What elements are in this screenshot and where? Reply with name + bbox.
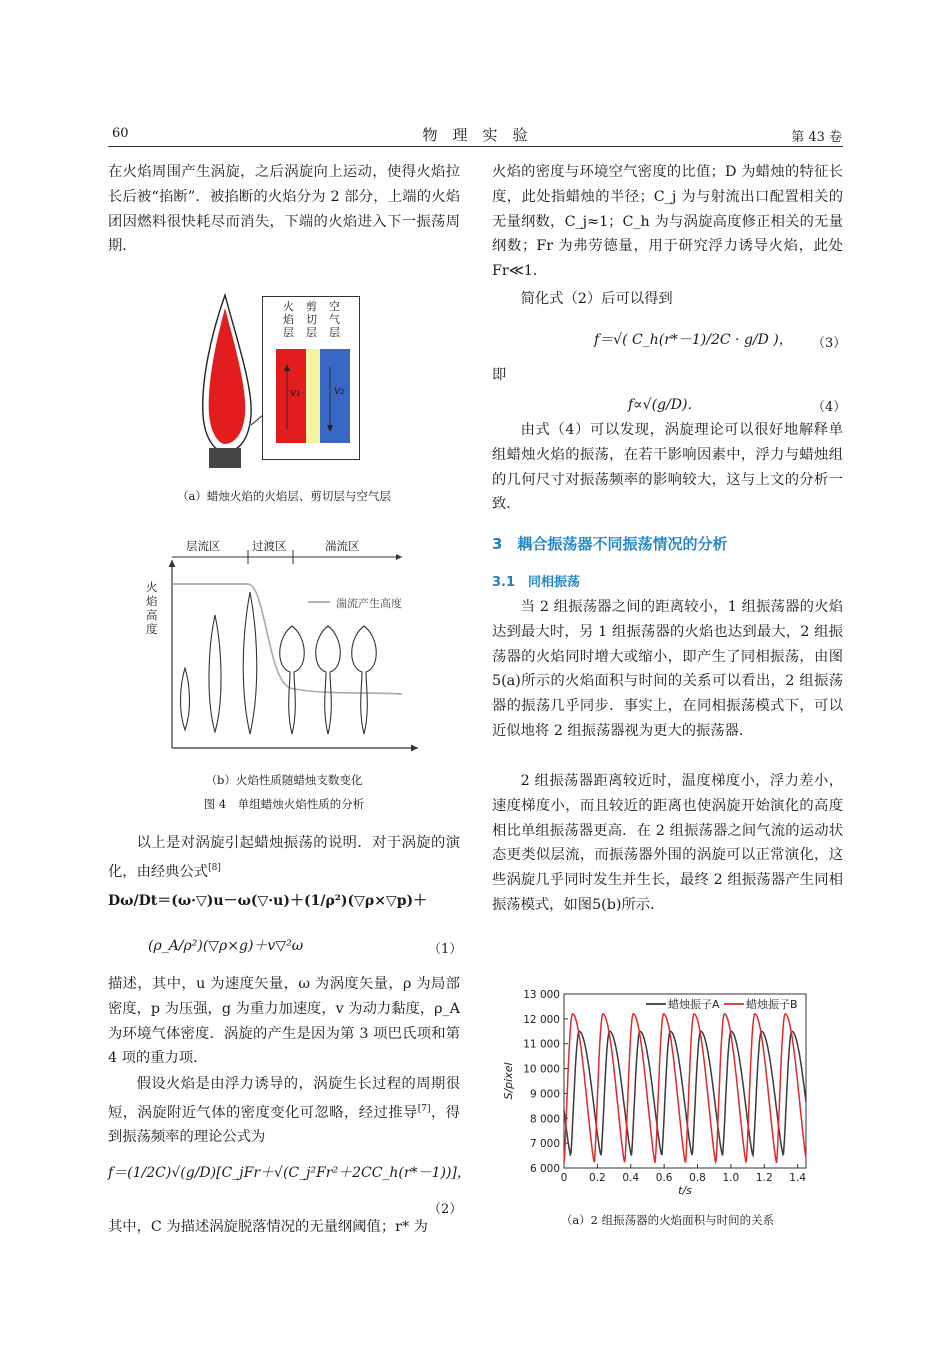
zone-turbulent: 湍流区 — [325, 539, 360, 553]
x-tick-label: 1.0 — [722, 1172, 740, 1184]
citation-8: [8] — [208, 862, 221, 873]
y-tick-label: 9 000 — [529, 1088, 560, 1101]
figure-4b — [140, 530, 425, 760]
zone-transition: 过渡区 — [252, 539, 287, 553]
legend-label-b: 蜡烛振子B — [746, 998, 798, 1011]
y-tick-label: 12 000 — [523, 1013, 560, 1026]
figure-5a-chart — [498, 982, 828, 1202]
x-tick-label: 0 — [560, 1172, 568, 1184]
flame-shape-2 — [209, 615, 221, 732]
p4-text: 假设火焰是由浮力诱导的，涡旋生长过程的周期很短，涡旋附近气体的密度变化可忽略，经过推导 — [108, 1076, 460, 1121]
y-tick-label: 13 000 — [523, 989, 560, 1001]
flame-shape-4 — [280, 626, 305, 734]
y-tick-label: 11 000 — [523, 1038, 560, 1051]
x-axis-label: t/s — [678, 1184, 692, 1197]
x-tick-label: 1.4 — [789, 1172, 807, 1184]
y-tick-label: 7 000 — [529, 1138, 560, 1151]
legend-label-a: 蜡烛振子A — [668, 998, 720, 1011]
left-paragraph-4 — [108, 1072, 460, 1150]
section-3-1-heading: 3.1 同相振荡 — [492, 575, 581, 590]
x-tick-label: 0.2 — [589, 1172, 606, 1184]
equation-4: f∝√(g/D)． — [628, 397, 702, 413]
figure-4-caption: 图 4 单组蜡烛火焰性质的分析 — [203, 797, 365, 811]
flame-shape-6 — [352, 626, 377, 734]
p2-text: 以上是对涡旋引起蜡烛振荡的说明．对于涡旋的演化，由经典公式 — [108, 835, 460, 880]
zone-laminar: 层流区 — [186, 539, 221, 553]
equation-2-number: （2） — [428, 1202, 463, 1217]
equation-2: f＝(1/2C)√(g/D)[C_jFr＋√(C_j²Fr²＋2CC_h(r*－1))]， — [108, 1165, 471, 1181]
flame-shape-5 — [316, 626, 341, 734]
left-paragraph-2 — [108, 831, 460, 884]
page-number: 60 — [112, 126, 129, 141]
equation-3-number: （3） — [812, 336, 847, 351]
x-tick-label: 0.6 — [655, 1172, 673, 1184]
candle-base — [209, 448, 241, 468]
right-paragraph-2: 简化式（2）后可以得到 — [520, 291, 673, 307]
label-shear-layer: 剪切层 — [306, 300, 317, 339]
left-paragraph-1: 在火焰周围产生涡旋，之后涡旋向上运动，使得火焰拉长后被“掐断”．被掐断的火焰分为 2 部分，上端的火焰团因燃料很快耗尽而消失，下端的火焰进入下一振荡周期． — [108, 164, 460, 255]
volume: 第 43 卷 — [791, 130, 842, 145]
x-tick-label: 1.2 — [755, 1172, 773, 1184]
equation-4-number: （4） — [812, 400, 847, 415]
v1-label: v₁ — [290, 386, 301, 399]
citation-7: [7] — [417, 1103, 431, 1114]
left-paragraph-3: 描述，其中，u 为速度矢量，ω 为涡度矢量，ρ 为局部密度，p 为压强，g 为重力加速度，v 为动力黏度，ρ_A 为环境气体密度．涡旋的产生是因为第 3 项巴氏项和第 4 项的重力项． — [108, 976, 460, 1067]
right-paragraph-3: 由式（4）可以发现，涡旋理论可以很好地解释单组蜡烛火焰的振荡，在若干影响因素中，浮力与蜡烛组的几何尺寸对振荡频率的影响较大，这与上文的分析一致． — [492, 422, 843, 513]
flame-shape-1 — [180, 668, 189, 730]
label-flame-layer: 火焰层 — [283, 300, 294, 339]
x-tick-label: 0.4 — [622, 1172, 640, 1184]
legend-turbulence-height: 湍流产生高度 — [336, 597, 402, 610]
header-rule — [108, 146, 843, 147]
equation-1-line-1: Dω/Dt＝(ω·▽)u－ω(▽·u)＋(1/ρ²)(▽ρ×▽p)＋ — [108, 893, 428, 909]
x-tick-label: 0.8 — [689, 1172, 706, 1184]
left-paragraph-5: 其中，C 为描述涡旋脱落情况的无量纲阈值；r* 为 — [108, 1219, 428, 1235]
label-air-layer: 空气层 — [329, 300, 340, 339]
flame-shape-3 — [243, 592, 257, 734]
journal-title: 物 理 实 验 — [422, 126, 528, 144]
plot-frame — [564, 994, 806, 1168]
equation-1-line-2: (ρ_A/ρ²)(▽ρ×g)＋v▽²ω — [148, 938, 304, 954]
y-axis-label: S/pixel — [502, 1062, 515, 1100]
right-paragraph-5: 2 组振荡器距离较近时，温度梯度小，浮力差小，速度梯度小，而且较近的距离也使涡旋开始演化的高度相比单组振荡器更高．在 2 组振荡器之间气流的运动状态更类似层流，而振荡器外围的涡旋可以正常演化，这些涡旋几乎同时发生并生长，最终 2 组振荡器产生同相振荡模式，如图5(b)所示． — [492, 773, 843, 913]
section-3-heading: 3 耦合振荡器不同振荡情况的分析 — [492, 535, 728, 553]
figure-5a-caption: （a）2 组振荡器的火焰面积与时间的关系 — [560, 1213, 775, 1227]
v2-label: v₂ — [334, 384, 345, 397]
figure-4a-caption: （a）蜡烛火焰的火焰层、剪切层与空气层 — [177, 489, 391, 503]
right-paragraph-4: 当 2 组振荡器之间的距离较小，1 组振荡器的火焰达到最大时，另 1 组振荡器的火焰也达到最大，2 组振荡器的火焰同时增大或缩小，即产生了同相振荡，由图 5(a)所示的火焰面积与时间的关系可以看出，2 组振荡器的振荡几乎同步．事实上，在同相振荡模式下，可以近似地将 2 组振荡器视为更大的振荡器． — [492, 599, 843, 739]
y-tick-label: 8 000 — [529, 1113, 560, 1126]
equation-3: f＝√( C_h(r*－1)/2C · g/D )， — [594, 332, 793, 348]
y-tick-label: 10 000 — [523, 1063, 560, 1076]
equation-1-number: （1） — [428, 942, 463, 957]
series-line-b — [564, 1014, 806, 1163]
flame-height-label: 火焰高度 — [146, 580, 158, 636]
p4-tail: ，得到振荡频率的理论公式为 — [108, 1104, 460, 1146]
figure-4b-caption: （b）火焰性质随蜡烛支数变化 — [205, 773, 363, 787]
y-tick-label: 6 000 — [529, 1163, 560, 1175]
right-paragraph-1: 火焰的密度与环境空气密度的比值；D 为蜡烛的特征长度，此处指蜡烛的半径；C_j 为与射流出口配置相关的无量纲数，C_j≈1；C_h 为与涡旋高度修正相关的无量纲数；Fr 为弗劳德量，用于研究浮力诱导火焰，此处 Fr≪1． — [492, 164, 843, 280]
series-line-a — [564, 1031, 806, 1155]
ji-word: 即 — [492, 367, 507, 383]
